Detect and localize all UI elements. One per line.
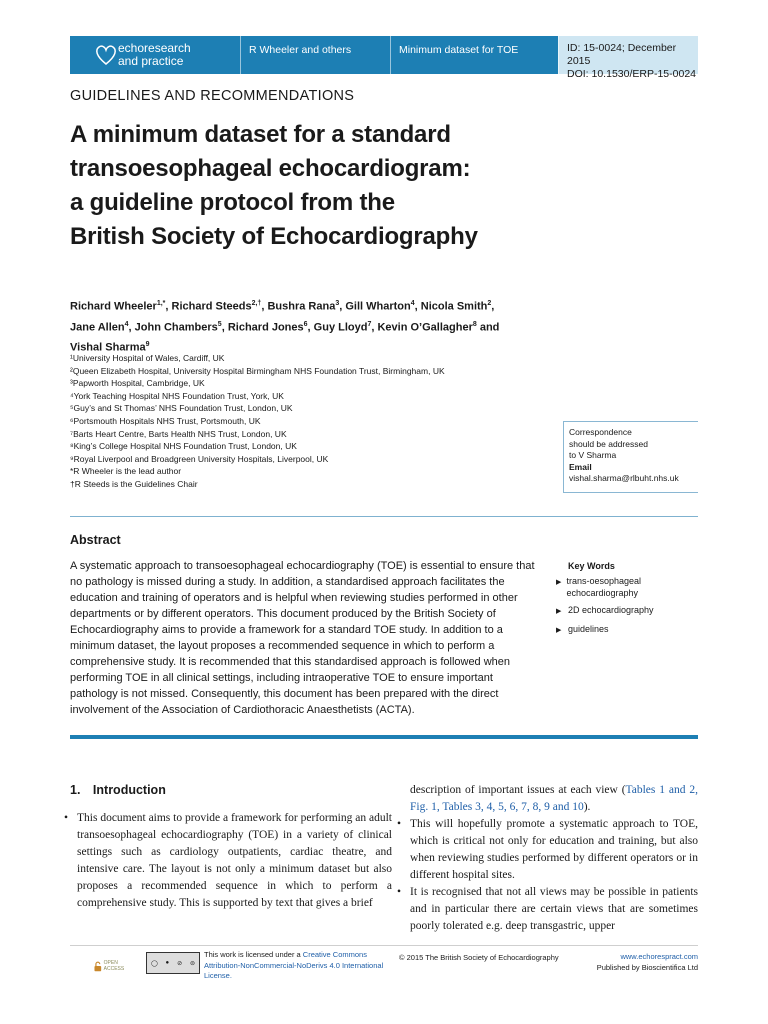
author-sup: 9 xyxy=(145,341,150,349)
keyword-text: 2D echocardiography xyxy=(568,605,654,615)
paragraph-continued xyxy=(397,782,698,816)
cc-license-badge[interactable] xyxy=(146,952,200,974)
author-sup: 8 xyxy=(472,320,477,328)
triangle-right-icon: ▶ xyxy=(556,608,562,615)
cc-icon: ◯ xyxy=(150,960,158,967)
author-name: Guy Lloyd xyxy=(313,321,368,334)
title-line: A minimum dataset for a standard xyxy=(70,121,451,148)
triangle-right-icon: ▶ xyxy=(556,579,562,586)
author-list: Richard Wheeler$^{1,*}$, Richard Steeds$^{2,\dagger}$, Bushra Rana$^3$, Gill Wharton$^4$, Nicola Smith$^2$, Jane Allen$^4$, John Chambers$^5$, Richard Jones$^6$, Guy Lloyd$^7$, Kevin O’Gallagher$^8$ and Vishal Sharma$^9$ xyxy=(70,300,500,354)
author-name: John Chambers xyxy=(134,321,218,334)
header-id-panel xyxy=(558,36,698,80)
author-sup: 2,† xyxy=(251,300,262,307)
journal-header xyxy=(70,36,698,80)
open-lock-icon xyxy=(94,961,102,972)
author-name: Richard Wheeler xyxy=(70,300,157,313)
website-link[interactable]: www.echorespract.com xyxy=(620,952,698,961)
open-access-label: OPEN ACCESS xyxy=(103,960,125,972)
bullet-icon: • xyxy=(397,886,402,898)
affiliation: ¹University Hospital of Wales, Cardiff, UK xyxy=(70,353,225,363)
author-name: Richard Jones xyxy=(227,321,304,334)
divider-thick xyxy=(70,735,698,739)
by-icon: ● xyxy=(165,960,170,966)
author-sup: 7 xyxy=(367,320,372,328)
paragraph-text: ). xyxy=(583,801,591,813)
affiliation: ²Queen Elizabeth Hospital, University Hospital Birmingham NHS Foundation Trust, Birmingham, UK xyxy=(70,365,445,376)
author-sup: 3 xyxy=(335,300,340,307)
footer-site xyxy=(560,952,698,973)
keywords-list xyxy=(556,576,696,642)
author-name: Richard Steeds xyxy=(171,300,252,313)
nc-icon: ⊘ xyxy=(177,960,183,967)
table-figure-links[interactable]: Tables 1 and 2, Fig. 1, Tables 3, 4, 5, 6, 7, 8, 9 and 10 xyxy=(410,784,698,813)
author-sup: 1,* xyxy=(156,300,166,307)
author-sup: 4 xyxy=(124,320,129,328)
affiliation: ⁶Portsmouth Hospitals NHS Trust, Portsmouth, UK xyxy=(70,415,261,426)
section-label: GUIDELINES AND RECOMMENDATIONS xyxy=(70,88,355,104)
footer-divider xyxy=(70,945,698,946)
triangle-right-icon: ▶ xyxy=(556,626,562,634)
title-line: a guideline protocol from the xyxy=(70,189,395,216)
journal-logo[interactable] xyxy=(70,36,240,74)
logo-text xyxy=(118,42,191,68)
keyword-text: guidelines xyxy=(568,623,609,634)
email-label: Email xyxy=(569,461,592,472)
logo-line2: and practice xyxy=(118,54,184,68)
logo-line1: echoresearch xyxy=(118,41,191,55)
author-name: Jane Allen xyxy=(70,321,125,334)
bullet-icon: • xyxy=(64,812,69,824)
correspondence-line: Correspondence xyxy=(569,427,632,437)
intro-heading: 1. Introduction xyxy=(70,783,166,797)
keyword-item xyxy=(556,576,696,599)
body-column-left xyxy=(64,810,392,912)
publisher: Published by Bioscientifica Ltd xyxy=(596,962,698,972)
article-id: ID: 15-0024; December 2015 xyxy=(567,42,677,67)
license-prefix: This work is licensed under a xyxy=(204,950,303,959)
header-short-title: Minimum dataset for TOE xyxy=(390,36,558,74)
list-item xyxy=(64,810,392,912)
affiliation: †R Steeds is the Guidelines Chair xyxy=(70,478,198,489)
affiliation: ⁵Guy’s and St Thomas’ NHS Foundation Trust, London, UK xyxy=(70,403,293,414)
title-line: British Society of Echocardiography xyxy=(70,223,478,250)
keyword-text: trans-oesophageal echocardiography xyxy=(566,576,642,598)
author-name: Kevin O’Gallagher xyxy=(377,321,473,334)
author-sup: 5 xyxy=(217,320,222,328)
title-line: transoesophageal echocardiogram: xyxy=(70,155,471,182)
author-sup: 6 xyxy=(303,320,308,328)
license-link[interactable]: Creative Commons Attribution-NonCommercial-NoDerivs 4.0 International License. xyxy=(204,950,384,980)
affiliation: ⁷Barts Heart Centre, Barts Health NHS Trust, London, UK xyxy=(70,428,287,439)
article-doi[interactable]: DOI: 10.1530/ERP-15-0024 xyxy=(567,68,696,80)
author-sup: 2 xyxy=(487,300,492,307)
copyright: © 2015 The British Society of Echocardiography xyxy=(399,953,559,962)
author-name: Bushra Rana xyxy=(267,300,336,313)
bullet-icon: • xyxy=(397,818,402,830)
paragraph-text: description of important issues at each view ( xyxy=(410,784,626,796)
correspondence-line: should be addressed xyxy=(569,438,648,449)
author-name: Nicola Smith xyxy=(420,300,488,313)
keywords-heading: Key Words xyxy=(568,561,615,571)
abstract-text: A systematic approach to transoesophageal echocardiography (TOE) is essential to ensure that no pathology is missed during a study. In addition, a standardised approach facilitates the education and training of operators and is helpful when reviewing studies performed in other departments or by different operators. This document produced by the British Society of Echocardiography aims to provide a framework for a standard TOE study. In addition to a minimum dataset, the layout proposes a recommended sequence in which to perform a comprehensive study. It is recommended that this standardised approach is followed when performing TOE in all clinical settings, including intraoperative TOE to ensure important pathology is not missed. Consequently, this document has been prepared with the direct involvement of the Association of Cardiothoracic Anaesthetists (ACTA). xyxy=(70,560,535,716)
affiliation: ³Papworth Hospital, Cambridge, UK xyxy=(70,378,205,389)
paragraph: This will hopefully promote a systematic approach to TOE, which is critical not only for education and training, but also when reviewing studies performed by different operators or in different hospital sites. xyxy=(410,818,698,881)
abstract-heading: Abstract xyxy=(70,533,121,547)
list-item xyxy=(397,884,698,935)
header-authors: R Wheeler and others xyxy=(240,36,390,74)
author-sup: 4 xyxy=(410,300,415,307)
divider xyxy=(70,516,698,517)
paragraph: This document aims to provide a framework for performing an adult transoesophageal echocardiography (TOE) in a variety of clinical settings such as cardiology outpatients, cardiac theatre, and intensive care. The layout is not only a minimum dataset but also proposes a recommended sequence in which to perform a comprehensive study. This is supported by text that gives a brief xyxy=(77,812,392,909)
affiliation: ⁸King’s College Hospital NHS Foundation Trust, London, UK xyxy=(70,441,297,452)
paragraph: It is recognised that not all views may be possible in patients and in particular there are certain views that are sometimes poorly tolerated e.g. deep transgastric, upper xyxy=(410,886,698,932)
body-column-right xyxy=(397,782,698,935)
affiliation: ⁹Royal Liverpool and Broadgreen University Hospitals, Liverpool, UK xyxy=(70,453,329,464)
affiliation: ⁴York Teaching Hospital NHS Foundation Trust, York, UK xyxy=(70,390,284,401)
affiliation: *R Wheeler is the lead author xyxy=(70,466,182,477)
email-link[interactable]: vishal.sharma@rlbuht.nhs.uk xyxy=(569,473,679,483)
keyword-item xyxy=(556,624,696,637)
open-access-badge xyxy=(94,959,138,973)
license-text xyxy=(204,950,384,982)
nd-icon: ⊜ xyxy=(189,960,196,967)
page-title xyxy=(70,118,630,254)
heart-icon xyxy=(94,41,118,67)
affiliations xyxy=(70,352,540,491)
author-name: Vishal Sharma xyxy=(70,341,146,354)
correspondence-line: to V Sharma xyxy=(569,450,617,460)
correspondence-box xyxy=(563,421,698,493)
keyword-item xyxy=(556,605,696,618)
list-item xyxy=(397,816,698,884)
author-name: Gill Wharton xyxy=(345,300,411,313)
